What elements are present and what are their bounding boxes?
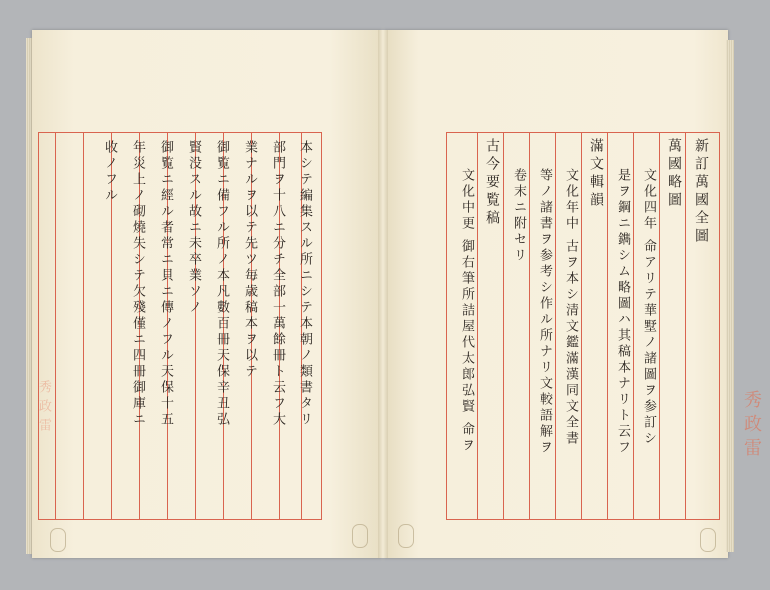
text-column: 本シテ編集スル所ニシテ本朝ノ類書タリ [297, 140, 312, 428]
text-column: 御覧ニ備フル所ノ本凡數百冊天保辛丑弘 [214, 140, 229, 428]
text-column: 賢没スル故ニ未卒業ソノ [186, 140, 201, 316]
column-rule [581, 133, 582, 519]
binding-thread-mark [398, 524, 414, 548]
column-rule [607, 133, 608, 519]
book-gutter [378, 30, 388, 558]
text-column: 等ノ諸書ヲ参考シ作ル所ナリ文較語解ヲ [537, 168, 552, 456]
column-rule [685, 133, 686, 519]
binding-thread-mark [50, 528, 66, 552]
section-heading: 新訂萬國全圖 [693, 138, 709, 246]
column-rule [529, 133, 530, 519]
column-rule [659, 133, 660, 519]
subsection-heading: 萬國略圖 [666, 138, 682, 210]
column-rule [83, 133, 84, 519]
subsection-heading: 古今要覧稿 [484, 138, 500, 228]
page-edges-right [726, 40, 734, 552]
subsection-heading: 滿文輯韻 [588, 138, 604, 210]
column-rule [477, 133, 478, 519]
text-column: 是ヲ鋼ニ鐫シム略圖ハ其稿本ナリト云フ [615, 168, 630, 456]
text-column: 卷末ニ附セリ [511, 168, 526, 264]
column-rule [633, 133, 634, 519]
text-column: 文化中更 御右筆所詰屋代太郎弘賢 命ヲ [459, 168, 474, 455]
text-column: 文化年中 古ヲ本シ清文鑑滿漢同文全書 [563, 168, 578, 448]
text-column: 御覧ニ經ル者常ニ貝ニ傳ノフル天保十五 [158, 140, 173, 428]
column-rule [555, 133, 556, 519]
text-column: 部門ヲ十八ニ分チ全部一萬餘冊ト云フ大 [270, 140, 285, 428]
binding-thread-mark [352, 524, 368, 548]
margin-seal-mark: 秀政雷 [741, 390, 762, 462]
text-column: 收ノフル [102, 140, 117, 204]
text-column: 文化四年 命アリテ華墅ノ諸圖ヲ参訂シ [641, 168, 656, 448]
text-column: 年災上ノ砌燒失シテ欠殘僅ニ四冊御庫ニ [130, 140, 145, 428]
margin-seal-mark: 秀政雷 [36, 380, 51, 437]
column-rule [503, 133, 504, 519]
binding-thread-mark [700, 528, 716, 552]
column-rule [55, 133, 56, 519]
text-column: 業ナルヲ以テ先ツ毎歳稿本ヲ以テ [242, 140, 257, 380]
